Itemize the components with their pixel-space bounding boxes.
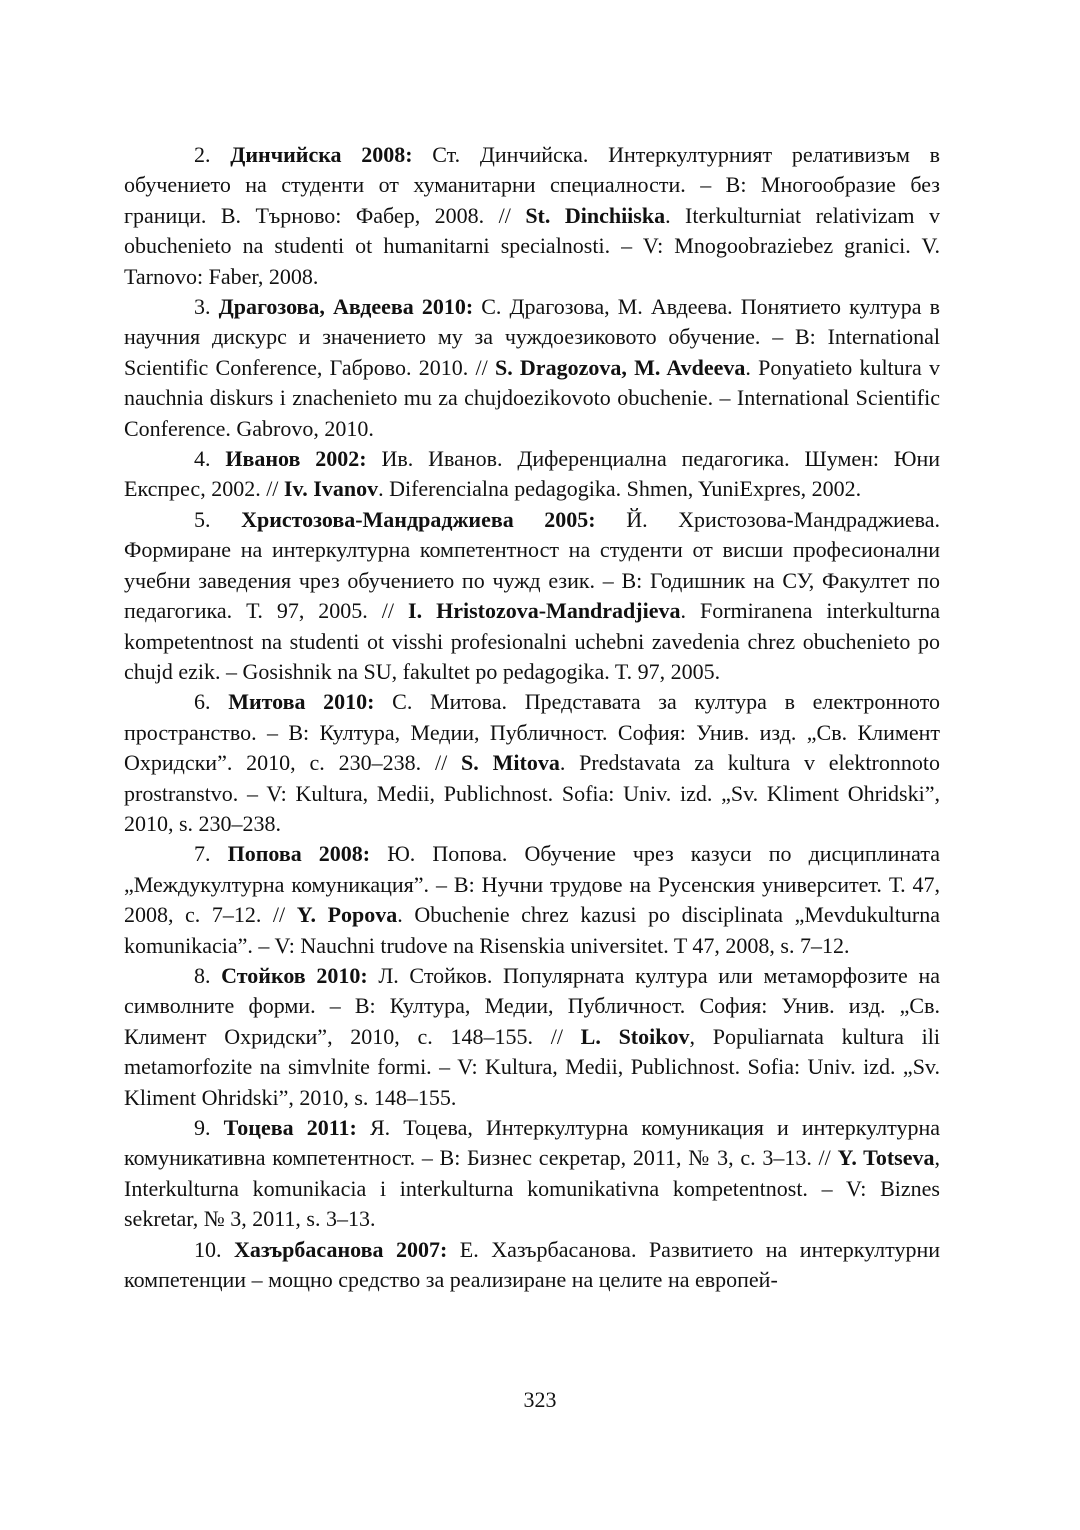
reference-entry-2 (124, 140, 940, 292)
entry-number: 5. (194, 506, 211, 532)
entry-number: 7. (194, 841, 211, 867)
entry-key: Драгозова, Авдеева 2010: (218, 294, 474, 320)
entry-number: 2. (194, 142, 211, 167)
entry-number: 9. (194, 1115, 211, 1140)
entry-key: Хазърбасанова 2007: (234, 1236, 448, 1262)
entry-number: 6. (194, 689, 211, 715)
entry-latin-author: I. Hristozova-Mandradjieva (408, 598, 681, 624)
entry-latin-text: . Ponyatieto kultura v nauchnia diskurs i znachenieto mu za chujdoezikovoto obuchenie. – International Scientific Conference. Gabrovo, 2010. (124, 354, 940, 441)
entry-latin-text: . Iterkulturniat relativizam v obuchenieto na studenti ot humanitarni specialnosti. – V: Mnogoobraziebez granici. V. Tarnovo: Faber, 2008. (124, 202, 940, 289)
entry-text: С. Драгозова, М. Авдеева. Понятието култура в научния дискурс и значението му за чуждоезиковото обучение. – В: International Scientific Conference, Габрово. 2010. // (124, 294, 941, 380)
entry-text: Ив. Иванов. Диференциална педагогика. Шумен: Юни Експрес, 2002. // (124, 446, 941, 502)
entry-latin-author: Y. Popova (296, 902, 398, 928)
entry-text: Л. Стойков. Популярната култура или метаморфозите на символните форми. – В: Култура, Медии, Публичност. София: Унив. изд. „Св. Климент Охридски”, 2010, с. 148–155. // (124, 962, 940, 1049)
entry-latin-text: . Diferencialna pedagogika. Shmen, YuniExpres, 2002. (378, 476, 862, 502)
entry-key: Иванов 2002: (225, 446, 367, 472)
entry-latin-author: S. Mitova (461, 750, 560, 776)
entry-key: Попова 2008: (227, 841, 371, 867)
reference-entry-9 (124, 1113, 940, 1235)
reference-entry-3 (124, 292, 940, 444)
entry-text: С. Митова. Представата за култура в електронното пространство. – В: Култура, Медии, Публичност. София: Унив. изд. „Св. Климент Охридски”. 2010, с. 230–238. // (124, 689, 941, 776)
entry-latin-text: . Formiranena interkulturna kompetentnost na studenti ot visshi profesionalni uchebni zavedenia chrez obuchenieto po chujd ezik. – Gosishnik na SU, fakultet po pedagogika. T. 97, 2005. (124, 598, 941, 684)
entry-text: Й. Христозова-Мандраджиева. Формиране на интеркултурна компетентност на студенти от висши професионални учебни заведения чрез обучението по чужд език. – В: Годишник на СУ, Факултет по педагогика. Т. 97, 2005. // (124, 506, 941, 624)
entry-text: Я. Тоцева, Интеркултурна комуникация и интеркултурна комуникативна компетентност. – В: Бизнес секретар, 2011, № 3, с. 3–13. // (124, 1115, 940, 1171)
entry-latin-text: . Obuchenie chrez kazusi po disciplinata „Mevdukulturna komunikacia”. – V: Nauchni trudove na Risenskia universitet. T 47, 2008, s. 7–12. (124, 902, 940, 958)
entry-latin-author: S. Dragozova, M. Avdeeva (494, 354, 746, 380)
entry-number: 10. (194, 1236, 222, 1262)
entry-latin-text: . Predstavata za kultura v elektronnoto prostranstvo. – V: Kultura, Medii, Publichnost. Sofia: Univ. izd. „Sv. Kliment Ohridski”, 2010, s. 230–238. (124, 750, 940, 836)
entry-key: Стойков 2010: (221, 962, 368, 988)
reference-entry-4 (124, 444, 940, 505)
entry-latin-author: Y. Totseva (837, 1145, 935, 1171)
reference-entry-5 (124, 505, 940, 687)
entry-text: Ст. Динчийска. Интеркултурният релативизъм в обучението на студенти от хуманитарни специалности. – В: Многообразие без граници. В. Търново: Фабер, 2008. // (124, 142, 941, 228)
entry-text: Е. Хазърбасанова. Развитието на интеркултурни компетенции – мощно средство за реализиране на целите на европей- (124, 1236, 940, 1293)
entry-latin-text: , Populiarnata kultura ili metamorfozite na simvlnite formi. – V: Kultura, Medii, Publichnost. Sofia: Univ. izd. „Sv. Kliment Ohridski”, 2010, s. 148–155. (124, 1023, 940, 1110)
entry-text: Ю. Попова. Обучение чрез казуси по дисциплината „Междукултурна комуникация”. – В: Нучни трудове на Русенския университет. Т. 47, 2008, с. 7–12. // (124, 841, 941, 928)
entry-key: Христозова-Мандраджиева 2005: (241, 506, 596, 532)
page-number: 323 (523, 1387, 557, 1412)
entry-latin-author: Iv. Ivanov (283, 476, 379, 502)
reference-entry-6 (124, 687, 940, 839)
entry-latin-text: , Interkulturna komunikacia i interkulturna komunikativna kompetentnost. – V: Biznes sekretar, № 3, 2011, s. 3–13. (124, 1145, 940, 1232)
entry-latin-author: L. Stoikov (580, 1023, 690, 1049)
reference-entry-7 (124, 839, 940, 961)
reference-entry-10 (124, 1235, 940, 1296)
entry-latin-author: St. Dinchiiska (525, 202, 666, 228)
entry-key: Динчийска 2008: (230, 142, 413, 167)
reference-entry-8 (124, 961, 940, 1113)
entry-number: 3. (194, 294, 211, 320)
entry-key: Тоцева 2011: (223, 1115, 357, 1140)
entry-number: 4. (194, 446, 211, 472)
reference-list (124, 140, 940, 1295)
entry-number: 8. (194, 962, 211, 988)
entry-key: Митова 2010: (228, 689, 375, 715)
